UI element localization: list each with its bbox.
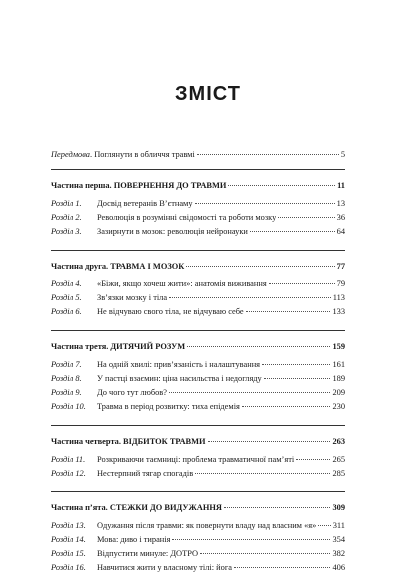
toc-part-section: [51, 330, 345, 425]
dot-leader: [234, 567, 330, 568]
toc-title: ЗМІСТ: [175, 83, 241, 105]
part-label: Частина третя.: [51, 342, 109, 352]
toc-chapter-row[interactable]: [51, 305, 345, 319]
chapter-label: Розділ 7.: [51, 360, 82, 370]
toc-chapter-row[interactable]: [51, 277, 345, 291]
chapter-label: Розділ 1.: [51, 198, 82, 208]
toc-parts: [51, 169, 345, 586]
chapter-label: Розділ 13.: [51, 521, 86, 531]
dot-leader: [278, 217, 334, 218]
chapter-label: Розділ 11.: [51, 454, 86, 464]
chapter-title: «Біжи, якщо хочеш жити»: анатомія виживання: [97, 279, 267, 289]
preface-label: Передмова: [51, 150, 90, 159]
chapter-title: Нестерпний тягар спогадів: [97, 468, 194, 478]
dot-leader: [250, 231, 335, 232]
chapter-title: Травма в період розвитку: тиха епідемія: [97, 401, 240, 411]
toc-part-row[interactable]: [51, 501, 345, 515]
toc-part-row[interactable]: [51, 340, 345, 354]
toc-chapter-row[interactable]: [51, 561, 345, 575]
chapter-title: Відпустити минуле: ДОТРО: [97, 549, 199, 559]
toc-part-section: [51, 250, 345, 331]
toc-part-section: [51, 491, 345, 586]
chapter-title: Зазирнути в мозок: революція нейронауки: [97, 226, 248, 236]
chapter-label: Розділ 9.: [51, 387, 82, 397]
chapter-label: Розділ 6.: [51, 307, 82, 317]
chapter-page: 406: [332, 563, 345, 573]
dot-leader: [262, 364, 330, 365]
toc-chapter-row[interactable]: [51, 533, 345, 547]
dot-leader: [200, 553, 330, 554]
dot-leader: [269, 283, 335, 284]
dot-leader: [318, 525, 330, 526]
chapter-page: 64: [336, 226, 345, 236]
part-label: Частина перша.: [51, 180, 112, 190]
part-label: Частина четверта.: [51, 436, 121, 446]
chapter-title: Мова: диво і тиранія: [97, 535, 171, 545]
part-page: 263: [332, 436, 345, 446]
chapter-label: Розділ 2.: [51, 212, 82, 222]
chapter-title: Не відчуваю свого тіла, не відчуваю себе: [97, 307, 244, 317]
chapter-title: На одній хвилі: прив’язаність і налаштування: [97, 360, 261, 370]
chapter-page: 13: [336, 198, 345, 208]
dot-leader: [224, 507, 331, 508]
part-title: ДИТЯЧИЙ РОЗУМ: [110, 342, 186, 352]
chapter-page: 382: [332, 549, 345, 559]
dot-leader: [197, 154, 339, 155]
toc-part-row[interactable]: [51, 435, 345, 449]
toc-chapter-row[interactable]: [51, 291, 345, 305]
part-title: ТРАВМА І МОЗОК: [110, 261, 185, 271]
chapter-page: 189: [332, 373, 345, 383]
dot-leader: [246, 311, 331, 312]
toc-part-section: [51, 425, 345, 492]
preface-text: . Поглянути в обличчя травмі: [90, 150, 195, 159]
chapter-label: Розділ 16.: [51, 563, 86, 573]
toc-chapter-row[interactable]: [51, 225, 345, 239]
chapter-label: Розділ 10.: [51, 401, 86, 411]
dot-leader: [187, 346, 330, 347]
chapter-title: Навчитися жити у власному тілі: йога: [97, 563, 232, 573]
chapter-title: Зв’язки мозку і тіла: [97, 293, 168, 303]
chapter-title: Досвід ветеранів В’єтнаму: [97, 198, 193, 208]
chapter-title: До чого тут любов?: [97, 387, 167, 397]
part-page: 77: [336, 261, 345, 271]
dot-leader: [228, 185, 335, 186]
toc-chapter-row[interactable]: [51, 400, 345, 414]
part-title: ВІДБИТОК ТРАВМИ: [123, 436, 206, 446]
toc-chapter-row[interactable]: [51, 453, 345, 467]
toc-chapter-row[interactable]: [51, 197, 345, 211]
part-page: 159: [332, 342, 345, 352]
toc-chapter-row[interactable]: [51, 547, 345, 561]
toc-chapter-row[interactable]: [51, 386, 345, 400]
toc-part-row[interactable]: [51, 179, 345, 193]
toc-chapter-row[interactable]: [51, 372, 345, 386]
chapter-title: Розкриваючи таємниці: проблема травматичної пам’яті: [97, 454, 295, 464]
dot-leader: [296, 459, 330, 460]
part-title: ПОВЕРНЕННЯ ДО ТРАВМИ: [113, 180, 227, 190]
chapter-label: Розділ 15.: [51, 549, 86, 559]
chapter-label: Розділ 14.: [51, 535, 86, 545]
chapter-label: Розділ 3.: [51, 226, 82, 236]
chapter-page: 265: [332, 454, 345, 464]
toc-chapter-row[interactable]: [51, 211, 345, 225]
dot-leader: [186, 266, 334, 267]
chapter-page: 113: [332, 293, 345, 303]
chapter-page: 161: [332, 360, 345, 370]
dot-leader: [264, 378, 331, 379]
part-label: Частина п’ята.: [51, 503, 108, 513]
toc-chapter-row[interactable]: [51, 519, 345, 533]
chapter-page: 133: [332, 307, 345, 317]
part-label: Частина друга.: [51, 261, 109, 271]
chapter-label: Розділ 4.: [51, 279, 82, 289]
dot-leader: [242, 406, 331, 407]
part-page: 309: [332, 503, 345, 513]
dot-leader: [169, 392, 330, 393]
chapter-label: Розділ 12.: [51, 468, 86, 478]
toc-part-section: [51, 169, 345, 250]
toc-part-row[interactable]: [51, 260, 345, 274]
chapter-title: У пастці взаємин: ціна насильства і недогляду: [97, 373, 262, 383]
toc-chapter-row[interactable]: [51, 358, 345, 372]
chapter-title: Революція в розумінні свідомості та роботи мозку: [97, 212, 277, 222]
dot-leader: [195, 473, 330, 474]
chapter-page: 79: [336, 279, 345, 289]
part-page: 11: [337, 180, 345, 190]
toc-preface-row[interactable]: [51, 148, 345, 162]
dot-leader: [195, 203, 335, 204]
chapter-page: 354: [332, 535, 345, 545]
part-title: СТЕЖКИ ДО ВИДУЖАННЯ: [109, 503, 222, 513]
chapter-label: Розділ 5.: [51, 293, 82, 303]
chapter-page: 230: [332, 401, 345, 411]
preface-page: 5: [340, 150, 345, 159]
table-of-contents: [51, 148, 345, 586]
toc-chapter-row[interactable]: [51, 467, 345, 481]
chapter-page: 36: [336, 212, 345, 222]
chapter-title: Одужання після травми: як повернути владу над власним «я»: [97, 521, 317, 531]
dot-leader: [169, 297, 331, 298]
chapter-page: 311: [332, 521, 345, 531]
dot-leader: [208, 441, 331, 442]
chapter-page: 285: [332, 468, 345, 478]
chapter-page: 209: [332, 387, 345, 397]
chapter-label: Розділ 8.: [51, 373, 82, 383]
dot-leader: [172, 539, 330, 540]
